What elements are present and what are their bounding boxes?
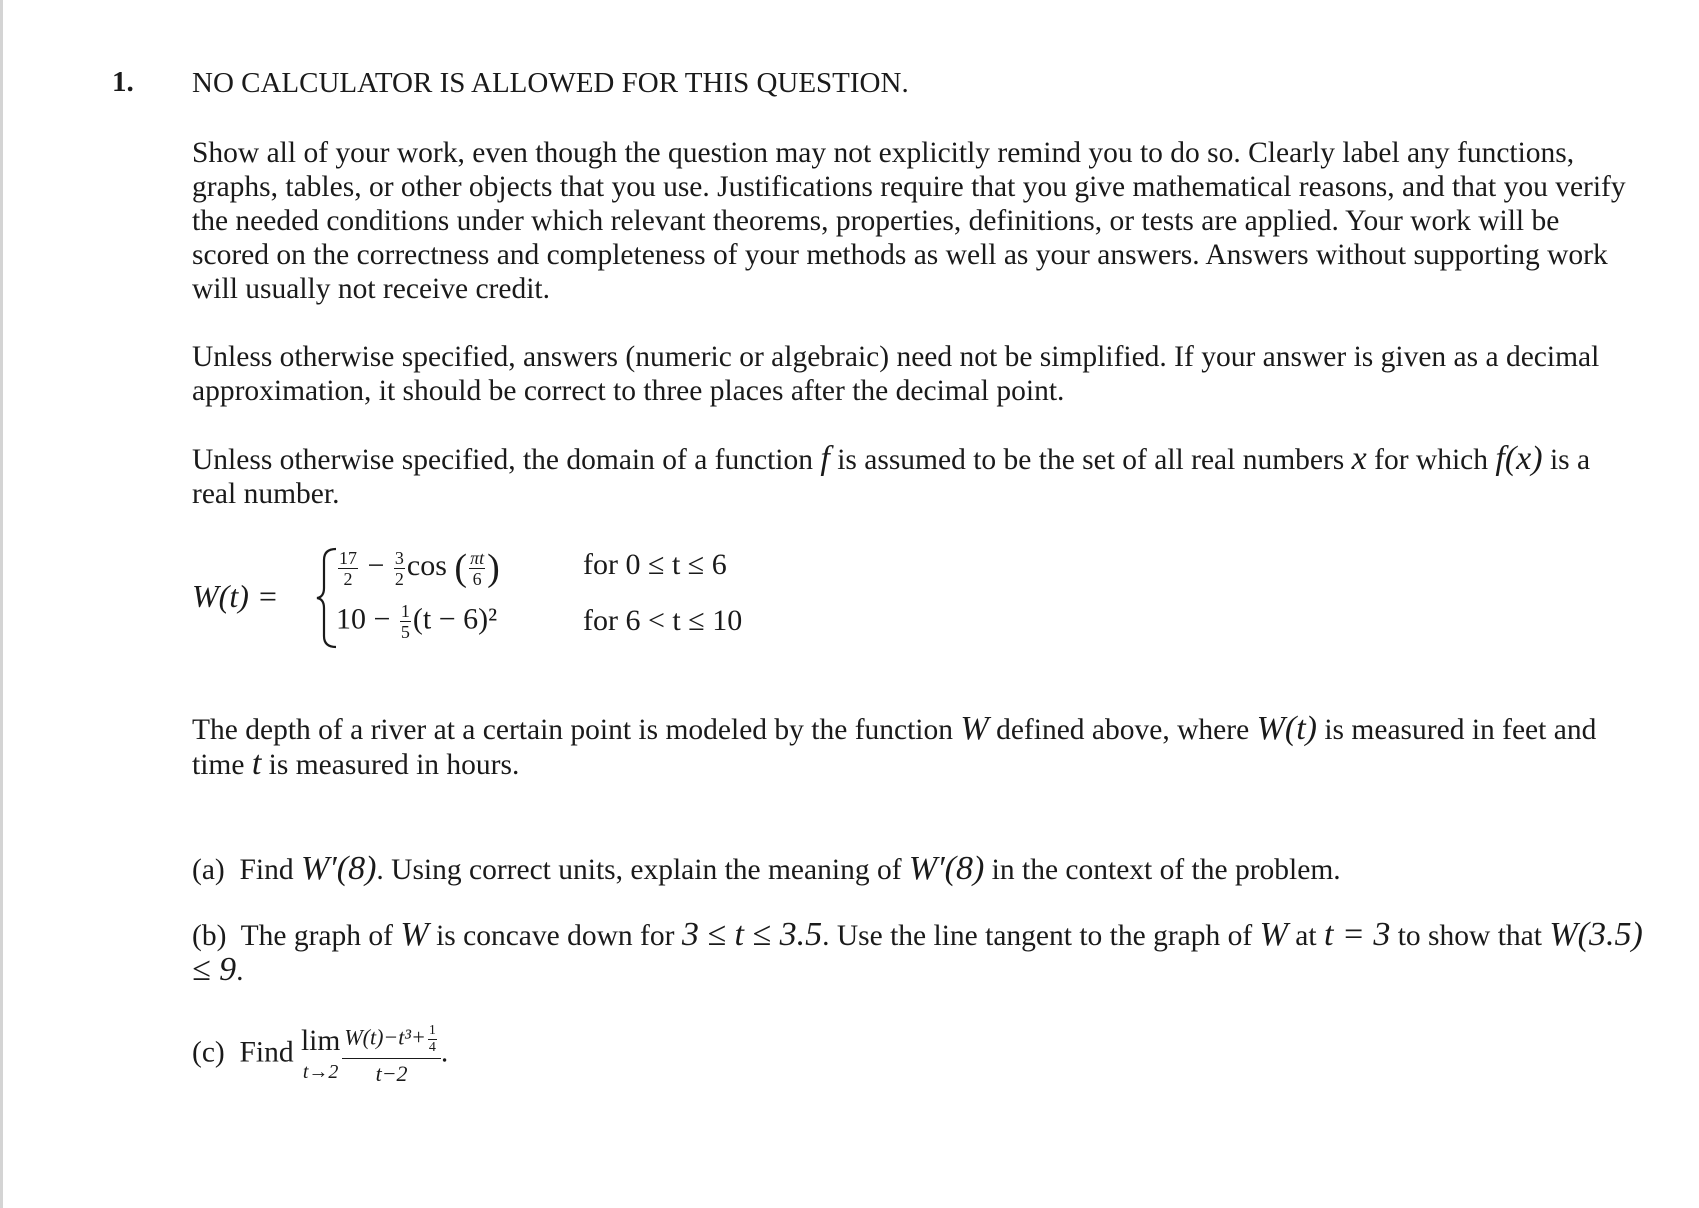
piece-2-condition: for 6 < t ≤ 10	[583, 604, 743, 637]
rounding-note: Unless otherwise specified, answers (numeric or algebraic) need not be simplified. If your answer is given as a decimal approximation, it should be correct to three places after the decimal point.	[192, 341, 1600, 407]
part-a: (a) Find W′(8). Using correct units, explain the meaning of W′(8) in the context of the problem.	[192, 850, 1341, 887]
calculator-notice: NO CALCULATOR IS ALLOWED FOR THIS QUESTION.	[192, 67, 909, 99]
part-a-expr-1: W′(8)	[300, 850, 377, 887]
part-b: (b) The graph of W is concave down for 3 ≤ t ≤ 3.5. Use the line tangent to the graph of W at t = 3 to show that W(3.5) ≤ 9.	[192, 916, 1643, 988]
part-a-expr-2: W′(8)	[908, 850, 985, 887]
limit-operator: lim t→2	[300, 1024, 341, 1084]
part-b-t-value: t = 3	[1323, 916, 1391, 953]
domain-note-fx: f(x)	[1495, 440, 1543, 477]
domain-note-text-3: for which	[1374, 444, 1489, 476]
domain-note-text-2: is assumed to be the set of all real numbers	[837, 444, 1345, 476]
part-c: (c) Find lim t→2 W(t)−t³+ $\frac{1}{4}$ t−2 .	[192, 1023, 449, 1086]
context-t: t	[251, 745, 262, 782]
limit-fraction: W(t)−t³+ $\frac{1}{4}$ t−2	[342, 1024, 441, 1085]
domain-note	[192, 442, 1632, 511]
part-b-label: (b)	[192, 920, 227, 952]
domain-note-x: x	[1351, 440, 1367, 477]
page-left-border	[0, 0, 3, 1208]
context-paragraph: The depth of a river at a certain point is modeled by the function W defined above, where W(t) is measured in feet and time t is measured in hours.	[192, 710, 1597, 782]
piece-1-expression: $\frac{17}{2}$ − $\frac{3}{2}$ cos ( $\frac{\pi t}{6}$ )	[339, 547, 500, 589]
function-lhs: W(t) =	[192, 578, 279, 614]
domain-note-text-4: is a real number.	[192, 444, 1591, 510]
part-b-inequality: W(3.5) ≤ 9	[192, 916, 1643, 988]
part-a-label: (a)	[192, 854, 225, 886]
piece-2-expression: 10 − $\frac{1}{5}$ (t − 6)²	[336, 601, 498, 642]
piece-2-frac-1-5: $\frac{1}{5}$	[400, 601, 410, 642]
part-b-interval: 3 ≤ t ≤ 3.5	[681, 916, 823, 953]
domain-note-text-1: Unless otherwise specified, the domain of a function	[192, 444, 813, 476]
part-c-label: (c)	[192, 1036, 225, 1069]
context-W: W	[960, 710, 989, 747]
question-number: 1.	[112, 66, 134, 98]
piece-1-cos-argument: $\frac{\pi t}{6}$	[470, 547, 485, 589]
piece-1-condition: for 0 ≤ t ≤ 6	[583, 548, 727, 581]
piece-1-frac-17-2: $\frac{17}{2}$	[339, 547, 357, 589]
piece-1-frac-3-2: $\frac{3}{2}$	[394, 547, 404, 589]
domain-note-f: f	[820, 440, 830, 477]
instructions-paragraph: Show all of your work, even though the question may not explicitly remind you to do so. Clearly label any functions, graphs, tables, or other objects that you use. Justifications require that you give mathematical reasons, and that you verify the needed conditions under which relevant theorems, properties, definitions, or tests are applied. Your work will be scored on the correctness and completeness of your methods as well as your answers. Answers without supporting work will usually not receive credit.	[192, 137, 1626, 305]
context-Wt: W(t)	[1256, 710, 1317, 747]
